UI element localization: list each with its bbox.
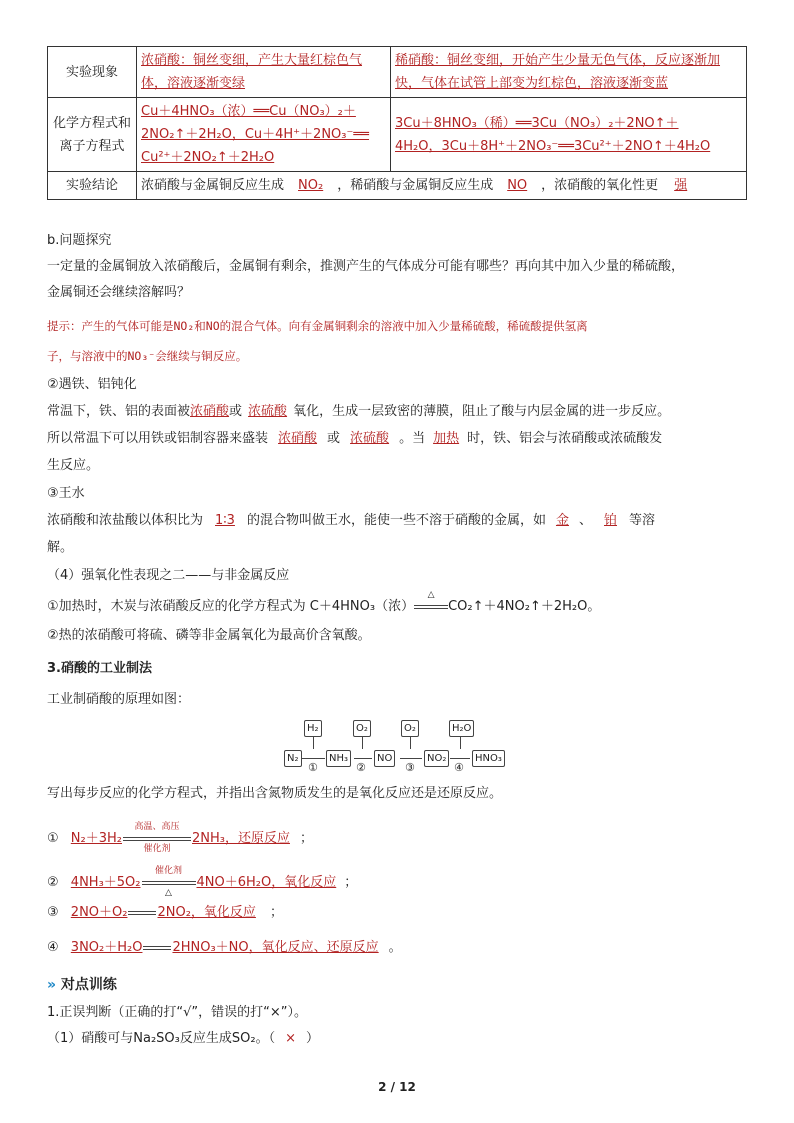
question-text: 一定量的金属铜放入浓硝酸后，金属铜有剩余，推测产生的气体成分可能有哪些？再向其中加入少量的稀硫酸， [47, 259, 685, 274]
species-box: NO [374, 750, 395, 767]
paragraph-line: ②热的浓硝酸可将硫、磷等非金属氧化为最高价含氧酸。 [47, 628, 371, 643]
question-text: 金属铜还会继续溶解吗？ [47, 285, 191, 300]
reaction-line: ② 4NH₃＋5O₂ 催化剂 △ 4NO＋6H₂O，氧化反应 ； [47, 866, 358, 898]
paragraph-line: 浓硝酸和浓盐酸以体积比为 1∶3 的混合物叫做王水，能使一些不溶于硝酸的金属，如 金 、 铂 等溶 [47, 513, 656, 528]
table-cell: 稀硝酸：铜丝变细，开始产生少量无色气体，反应逐渐加快，气体在试管上部变为红棕色，溶液逐渐变蓝 [391, 47, 747, 98]
question-text: （1）硝酸可与Na₂SO₃反应生成SO₂。（ × ） [47, 1031, 319, 1046]
paragraph-line: 所以常温下可以用铁或铝制容器来盛装 浓硝酸 或 浓硫酸 。当 加热 时，铁、铝会与浓硝酸或浓硫酸发 [47, 431, 663, 446]
table-row [48, 47, 747, 98]
step-number: ② [356, 761, 366, 774]
reagent-box: O₂ [353, 720, 371, 737]
paragraph-line: 解。 [47, 540, 74, 555]
species-box: HNO₃ [472, 750, 505, 767]
section-heading: b.问题探究 [47, 233, 112, 248]
reagent-box: H₂ [304, 720, 322, 737]
reaction-line: ④ 3NO₂＋H₂O 2HNO₃＋NO，氧化反应、还原反应 。 [47, 940, 402, 955]
paragraph-line: 写出每步反应的化学方程式，并指出含氮物质发生的是氧化反应还是还原反应。 [47, 786, 503, 801]
paragraph-line: 生反应。 [47, 458, 100, 473]
double-chevron-icon: » [47, 977, 57, 993]
row-header: 实验结论 [48, 172, 137, 200]
section-heading: 3.硝酸的工业制法 [47, 661, 152, 676]
species-box: NO₂ [424, 750, 449, 767]
step-number: ① [308, 761, 318, 774]
paragraph-line: 工业制硝酸的原理如图： [47, 692, 191, 707]
hint-text: 提示：产生的气体可能是NO₂和NO的混合气体。向有金属铜剩余的溶液中加入少量稀硫酸，稀硫酸提供氢离 [47, 319, 588, 333]
training-heading: » 对点训练 [47, 977, 117, 993]
table-cell: 浓硝酸：铜丝变细，产生大量红棕色气体，溶液逐渐变绿 [137, 47, 391, 98]
table-cell: 3Cu＋8HNO₃（稀）══3Cu（NO₃）₂＋2NO↑＋ 4H₂O，3Cu＋8H⁺＋2NO₃⁻══3Cu²⁺＋2NO↑＋4H₂O [391, 98, 747, 172]
paragraph-line: 常温下，铁、铝的表面被浓硝酸或 浓硫酸 氧化，生成一层致密的薄膜，阻止了酸与内层金属的进一步反应。 [47, 404, 671, 419]
step-number: ④ [454, 761, 464, 774]
row-header: 化学方程式和离子方程式 [48, 98, 137, 172]
reaction-line: ① N₂＋3H₂ 高温、高压 催化剂 2NH₃，还原反应 ； [47, 822, 313, 854]
equation-line: ①加热时，木炭与浓硝酸反应的化学方程式为 C＋4HNO₃（浓） △ CO₂↑＋4NO₂↑＋2H₂O。 [47, 590, 601, 614]
experiment-table [47, 46, 747, 200]
reaction-line: ③ 2NO＋O₂ 2NO₂，氧化反应 ； [47, 905, 283, 920]
reagent-box: O₂ [401, 720, 419, 737]
table-cell: Cu＋4HNO₃（浓）══Cu（NO₃）₂＋ 2NO₂↑＋2H₂O，Cu＋4H⁺＋2NO₃⁻══ Cu²⁺＋2NO₂↑＋2H₂O [137, 98, 391, 172]
table-cell: 浓硝酸与金属铜反应生成 NO₂ ，稀硝酸与金属铜反应生成 NO ，浓硝酸的氧化性更 强 [137, 172, 747, 200]
subsection-title: ③王水 [47, 486, 85, 501]
page-number: 2 / 12 [378, 1080, 416, 1094]
step-number: ③ [405, 761, 415, 774]
hint-text: 子，与溶液中的NO₃⁻会继续与铜反应。 [47, 349, 248, 363]
industrial-process-diagram [284, 716, 512, 774]
species-box: N₂ [284, 750, 302, 767]
subsection-title: （4）强氧化性表现之二——与非金属反应 [47, 568, 290, 583]
row-header: 实验现象 [48, 47, 137, 98]
question-text: 1.正误判断（正确的打“√”，错误的打“×”）。 [47, 1005, 308, 1020]
species-box: NH₃ [326, 750, 351, 767]
table-row [48, 98, 747, 172]
reagent-box: H₂O [449, 720, 474, 737]
table-row [48, 172, 747, 200]
subsection-title: ②遇铁、铝钝化 [47, 377, 137, 392]
